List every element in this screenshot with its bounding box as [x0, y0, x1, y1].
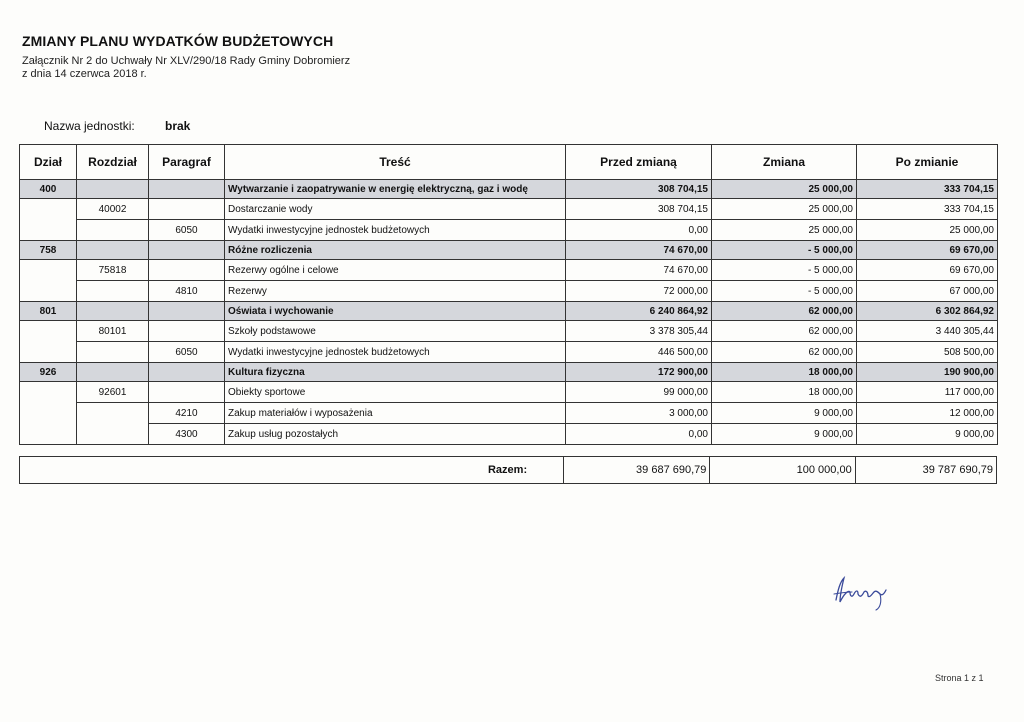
cell-po: 25 000,00 [857, 220, 998, 241]
column-header-po-zmianie: Po zmianie [857, 145, 998, 180]
cell-dzial: 758 [20, 241, 77, 260]
budget-changes-table [19, 144, 998, 445]
cell-przed: 74 670,00 [566, 241, 712, 260]
cell-po: 117 000,00 [857, 382, 998, 403]
cell-paragraf: 4810 [149, 281, 225, 302]
cell-paragraf [149, 241, 225, 260]
cell-paragraf [149, 302, 225, 321]
cell-tresc: Kultura fizyczna [225, 363, 566, 382]
cell-paragraf [149, 321, 225, 342]
cell-dzial: 801 [20, 302, 77, 321]
table-row-chapter [20, 199, 998, 220]
summary-przed: 39 687 690,79 [564, 457, 710, 484]
cell-rozdzial [77, 342, 149, 363]
cell-po: 508 500,00 [857, 342, 998, 363]
column-header-dzial: Dział [20, 145, 77, 180]
summary-label: Razem: [20, 457, 564, 484]
table-row-section [20, 180, 998, 199]
cell-po: 12 000,00 [857, 403, 998, 424]
cell-tresc: Wytwarzanie i zaopatrywanie w energię elektryczną, gaz i wodę [225, 180, 566, 199]
cell-zmiana: 62 000,00 [712, 342, 857, 363]
cell-dzial [20, 321, 77, 363]
cell-paragraf: 4300 [149, 424, 225, 445]
cell-paragraf: 6050 [149, 220, 225, 241]
cell-paragraf [149, 180, 225, 199]
cell-dzial: 400 [20, 180, 77, 199]
cell-rozdzial: 92601 [77, 382, 149, 403]
cell-po: 333 704,15 [857, 180, 998, 199]
cell-paragraf [149, 363, 225, 382]
cell-tresc: Oświata i wychowanie [225, 302, 566, 321]
cell-przed: 0,00 [566, 220, 712, 241]
cell-zmiana: 18 000,00 [712, 382, 857, 403]
cell-przed: 3 000,00 [566, 403, 712, 424]
cell-rozdzial [77, 241, 149, 260]
cell-dzial: 926 [20, 363, 77, 382]
column-header-tresc: Treść [225, 145, 566, 180]
cell-zmiana: - 5 000,00 [712, 241, 857, 260]
cell-zmiana: 25 000,00 [712, 180, 857, 199]
table-row-item [20, 342, 998, 363]
column-header-paragraf: Paragraf [149, 145, 225, 180]
table-row-section [20, 241, 998, 260]
cell-przed: 308 704,15 [566, 180, 712, 199]
table-row-item [20, 424, 998, 445]
cell-po: 333 704,15 [857, 199, 998, 220]
column-header-przed-zmiana: Przed zmianą [566, 145, 712, 180]
cell-zmiana: - 5 000,00 [712, 260, 857, 281]
cell-tresc: Różne rozliczenia [225, 241, 566, 260]
cell-rozdzial [77, 302, 149, 321]
cell-przed: 72 000,00 [566, 281, 712, 302]
cell-po: 69 670,00 [857, 260, 998, 281]
cell-tresc: Rezerwy ogólne i celowe [225, 260, 566, 281]
cell-po: 6 302 864,92 [857, 302, 998, 321]
summary-row [20, 457, 997, 484]
cell-zmiana: 9 000,00 [712, 424, 857, 445]
unit-name-label: Nazwa jednostki: [44, 119, 135, 133]
cell-rozdzial [77, 403, 149, 445]
cell-paragraf: 4210 [149, 403, 225, 424]
cell-paragraf [149, 382, 225, 403]
cell-przed: 74 670,00 [566, 260, 712, 281]
cell-zmiana: 9 000,00 [712, 403, 857, 424]
cell-zmiana: 62 000,00 [712, 302, 857, 321]
cell-przed: 308 704,15 [566, 199, 712, 220]
cell-tresc: Wydatki inwestycyjne jednostek budżetowych [225, 220, 566, 241]
column-header-rozdzial: Rozdział [77, 145, 149, 180]
cell-zmiana: 25 000,00 [712, 199, 857, 220]
table-row-item [20, 281, 998, 302]
cell-tresc: Zakup materiałów i wyposażenia [225, 403, 566, 424]
cell-tresc: Wydatki inwestycyjne jednostek budżetowych [225, 342, 566, 363]
cell-rozdzial [77, 180, 149, 199]
cell-po: 69 670,00 [857, 241, 998, 260]
cell-rozdzial [77, 363, 149, 382]
cell-rozdzial: 40002 [77, 199, 149, 220]
table-row-chapter [20, 382, 998, 403]
table-row-section [20, 363, 998, 382]
column-header-zmiana: Zmiana [712, 145, 857, 180]
cell-przed: 446 500,00 [566, 342, 712, 363]
cell-zmiana: 62 000,00 [712, 321, 857, 342]
summary-table [19, 456, 997, 484]
cell-zmiana: 18 000,00 [712, 363, 857, 382]
cell-po: 190 900,00 [857, 363, 998, 382]
cell-po: 9 000,00 [857, 424, 998, 445]
cell-paragraf [149, 199, 225, 220]
cell-zmiana: - 5 000,00 [712, 281, 857, 302]
cell-zmiana: 25 000,00 [712, 220, 857, 241]
summary-zmiana: 100 000,00 [710, 457, 855, 484]
resolution-date: z dnia 14 czerwca 2018 r. [22, 68, 147, 80]
cell-paragraf [149, 260, 225, 281]
cell-przed: 0,00 [566, 424, 712, 445]
cell-tresc: Szkoły podstawowe [225, 321, 566, 342]
cell-dzial [20, 260, 77, 302]
table-row-item [20, 220, 998, 241]
cell-przed: 172 900,00 [566, 363, 712, 382]
document-title: ZMIANY PLANU WYDATKÓW BUDŻETOWYCH [22, 33, 334, 49]
cell-tresc: Dostarczanie wody [225, 199, 566, 220]
table-row-section [20, 302, 998, 321]
cell-po: 67 000,00 [857, 281, 998, 302]
cell-przed: 99 000,00 [566, 382, 712, 403]
handwritten-signature [830, 572, 894, 617]
table-header-row [20, 145, 998, 180]
page-number: Strona 1 z 1 [935, 673, 984, 683]
cell-tresc: Zakup usług pozostałych [225, 424, 566, 445]
table-row-chapter [20, 321, 998, 342]
table-row-item [20, 403, 998, 424]
cell-rozdzial [77, 281, 149, 302]
resolution-reference: Załącznik Nr 2 do Uchwały Nr XLV/290/18 Rady Gminy Dobromierz [22, 55, 351, 67]
cell-dzial [20, 382, 77, 445]
cell-paragraf: 6050 [149, 342, 225, 363]
table-row-chapter [20, 260, 998, 281]
cell-przed: 6 240 864,92 [566, 302, 712, 321]
cell-dzial [20, 199, 77, 241]
cell-po: 3 440 305,44 [857, 321, 998, 342]
cell-przed: 3 378 305,44 [566, 321, 712, 342]
cell-tresc: Rezerwy [225, 281, 566, 302]
cell-tresc: Obiekty sportowe [225, 382, 566, 403]
summary-po: 39 787 690,79 [855, 457, 996, 484]
cell-rozdzial: 80101 [77, 321, 149, 342]
cell-rozdzial: 75818 [77, 260, 149, 281]
cell-rozdzial [77, 220, 149, 241]
unit-name-value: brak [165, 119, 191, 133]
